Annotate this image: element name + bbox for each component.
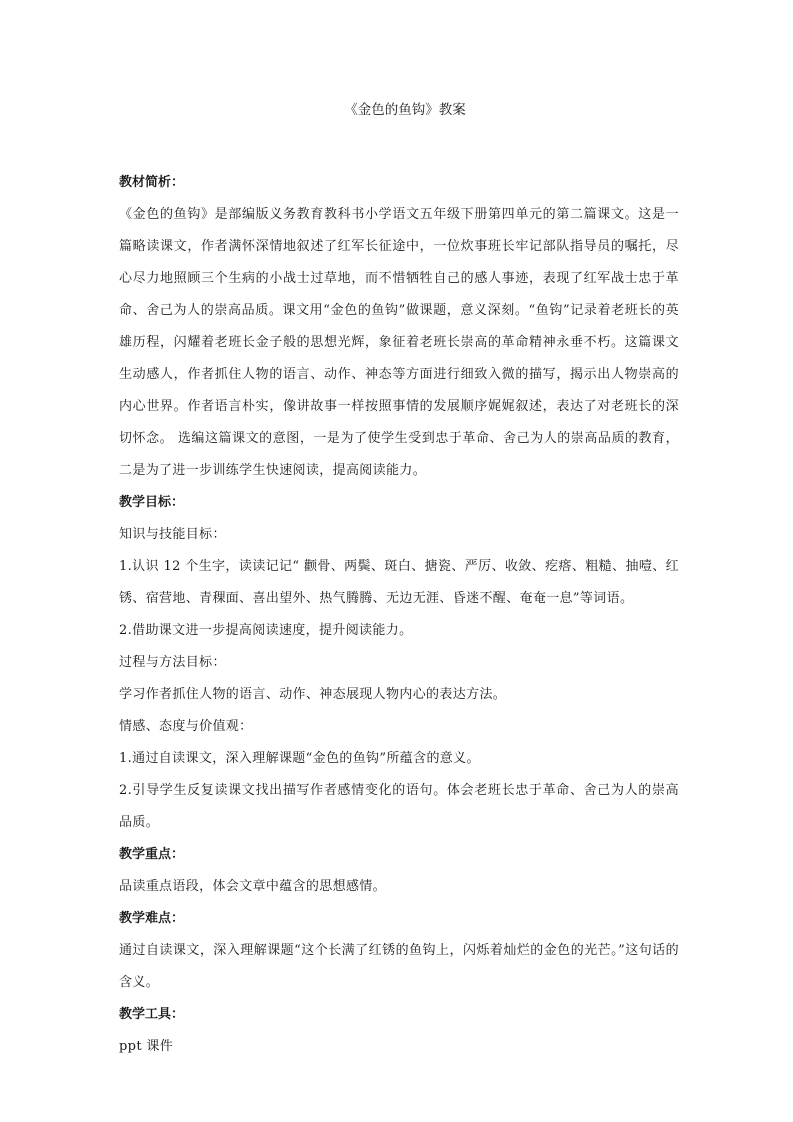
item-emotion-1: 1.通过自读课文，深入理解课题“金色的鱼钩”所蕴含的意义。 xyxy=(119,751,480,766)
item-knowledge-1: 1.认识 12 个生字，读读记记“ 颧骨、两鬓、斑白、搪瓷、严厉、收敛、疙瘩、粗糙、抽噎、红锈、宿营地、青稞面、喜出望外、热气腾腾、无边无涯、昏迷不醒、奄奄一息”等词语。 xyxy=(119,559,679,606)
item-emotion-2: 2.引导学生反复读课文找出描写作者感情变化的语句。体会老班长忠于革命、舍己为人的崇高品质。 xyxy=(119,783,679,830)
section-key-points xyxy=(119,845,679,903)
heading-tools: 教学工具： xyxy=(119,1007,185,1022)
section-material-analysis xyxy=(119,173,679,487)
document-title: 《金色的鱼钩》教案 xyxy=(344,102,466,118)
heading-difficulties: 教学难点： xyxy=(119,911,185,926)
heading-material-analysis: 教材简析： xyxy=(119,175,185,190)
label-knowledge-goals: 知识与技能目标： xyxy=(119,527,226,542)
heading-key-points: 教学重点： xyxy=(119,847,185,862)
document-page xyxy=(119,100,679,1063)
section-tools xyxy=(119,1005,679,1063)
paragraph-key-points: 品读重点语段，体会文章中蕴含的思想感情。 xyxy=(119,879,387,894)
paragraph-material-analysis: 《金色的鱼钩》是部编版义务教育教科书小学语文五年级下册第四单元的第二篇课文。这是一篇略读课文，作者满怀深情地叙述了红军长征途中，一位炊事班长牢记部队指导员的嘱托，尽心尽力地照顾三个生病的小战士过草地，而不惜牺牲自己的感人事迹，表现了红军战士忠于革命、舍己为人的崇高品质。课文用“金色的鱼钩”做课题，意义深刻。“鱼钩”记录着老班长的英雄历程，闪耀着老班长金子般的思想光辉，象征着老班长崇高的革命精神永垂不朽。这篇课文生动感人，作者抓住人物的语言、动作、神态等方面进行细致入微的描写，揭示出人物崇高的内心世界。作者语言朴实，像讲故事一样按照事情的发展顺序娓娓叙述，表达了对老班长的深切怀念。 选编这篇课文的意图，一是为了使学生受到忠于革命、舍己为人的崇高品质的教育，二是为了进一步训练学生快速阅读，提高阅读能力。 xyxy=(119,207,679,478)
label-process-goals: 过程与方法目标： xyxy=(119,655,226,670)
heading-teaching-goals: 教学目标： xyxy=(119,495,185,510)
item-process: 学习作者抓住人物的语言、动作、神态展现人物内心的表达方法。 xyxy=(119,687,507,702)
paragraph-tools: ppt 课件 xyxy=(119,1039,174,1054)
section-teaching-goals xyxy=(119,493,679,839)
paragraph-difficulties: 通过自读课文，深入理解课题“这个长满了红锈的鱼钩上，闪烁着灿烂的金色的光芒。”这句话的含义。 xyxy=(119,943,679,990)
section-difficulties xyxy=(119,909,679,999)
label-emotion-goals: 情感、态度与价值观： xyxy=(119,719,253,734)
item-knowledge-2: 2.借助课文进一步提高阅读速度，提升阅读能力。 xyxy=(119,623,413,638)
